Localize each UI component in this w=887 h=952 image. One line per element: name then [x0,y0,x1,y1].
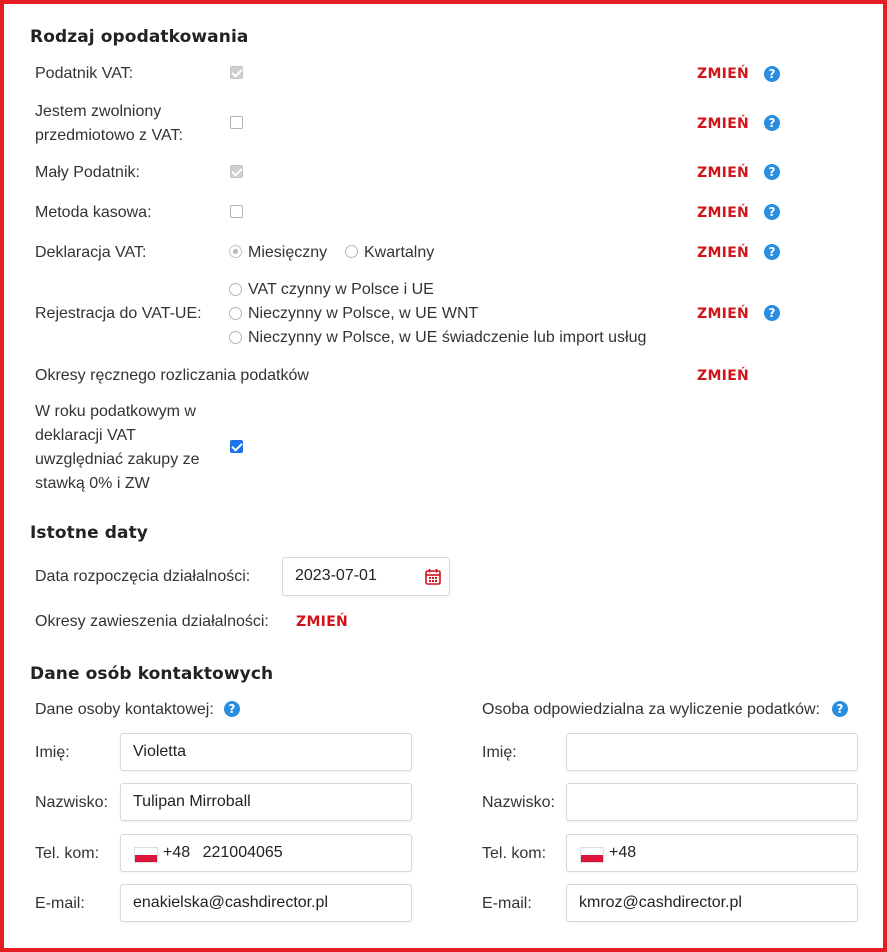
zero-rate-label-line1: W roku podatkowym w [35,403,196,420]
vat-declaration-monthly-label: Miesięczny [248,244,328,261]
contact-person-help-icon[interactable]: ? [224,701,240,717]
tax-email-label: E-mail: [482,895,532,912]
contact-last-name-input[interactable]: Tulipan Mirroball [120,783,412,821]
contact-email-label: E-mail: [35,895,85,912]
section-title-contacts: Dane osób kontaktowych [30,664,274,684]
cash-method-checkbox[interactable] [230,205,243,218]
poland-flag-icon[interactable] [580,847,604,863]
vat-eu-label: Rejestracja do VAT-UE: [35,305,202,322]
cash-method-change-link[interactable]: ZMIEŃ [697,205,750,221]
small-taxpayer-change-link[interactable]: ZMIEŃ [697,165,750,181]
section-title-dates: Istotne daty [30,523,148,543]
vat-payer-help-icon[interactable]: ? [764,66,780,82]
contact-last-name-label: Nazwisko: [35,794,108,811]
vat-payer-checkbox [230,66,243,79]
vat-declaration-quarterly-label: Kwartalny [364,244,435,261]
section-title-tax: Rodzaj opodatkowania [30,27,249,47]
start-date-value: 2023-07-01 [295,567,377,584]
contact-email-input[interactable]: enakielska@cashdirector.pl [120,884,412,922]
vat-eu-option3-label: Nieczynny w Polsce, w UE świadczenie lub import usług [248,329,647,346]
zero-rate-label-line4: stawką 0% i ZW [35,475,150,492]
small-taxpayer-checkbox [230,165,243,178]
exempt-checkbox[interactable] [230,116,243,129]
zero-rate-label-line2: deklaracji VAT [35,427,136,444]
start-date-label: Data rozpoczęcia działalności: [35,568,251,585]
calendar-icon[interactable] [425,568,441,585]
vat-eu-option2-label: Nieczynny w Polsce, w UE WNT [248,305,479,322]
tax-email-input[interactable]: kmroz@cashdirector.pl [566,884,858,922]
contact-phone-label: Tel. kom: [35,845,100,862]
poland-flag-icon[interactable] [134,847,158,863]
tax-last-name-label: Nazwisko: [482,794,555,811]
vat-declaration-quarterly-radio [345,245,358,258]
suspension-change-link[interactable]: ZMIEŃ [296,614,349,630]
zero-rate-label-line3: uwzględniać zakupy ze [35,451,200,468]
tax-phone-input[interactable] [566,834,858,872]
vat-eu-help-icon[interactable]: ? [764,305,780,321]
vat-declaration-change-link[interactable]: ZMIEŃ [697,245,750,261]
tax-person-heading: Osoba odpowiedzialna za wyliczenie podatków: [482,701,820,718]
vat-eu-option3-radio [229,331,242,344]
cash-method-help-icon[interactable]: ? [764,204,780,220]
tax-last-name-input[interactable] [566,783,858,821]
exempt-change-link[interactable]: ZMIEŃ [697,116,750,132]
vat-eu-option2-radio [229,307,242,320]
tax-person-help-icon[interactable]: ? [832,701,848,717]
small-taxpayer-help-icon[interactable]: ? [764,164,780,180]
cash-method-label: Metoda kasowa: [35,204,152,221]
zero-rate-checkbox[interactable] [230,440,243,453]
vat-eu-option1-label: VAT czynny w Polsce i UE [248,281,434,298]
tax-phone-prefix: +48 [609,844,637,861]
manual-periods-label: Okresy ręcznego rozliczania podatków [35,367,309,384]
contact-person-heading: Dane osoby kontaktowej: [35,701,214,718]
start-date-input[interactable] [282,557,450,596]
tax-phone-label: Tel. kom: [482,845,547,862]
contact-first-name-label: Imię: [35,744,70,761]
vat-eu-change-link[interactable]: ZMIEŃ [697,306,750,322]
contact-phone-input[interactable] [120,834,412,872]
manual-periods-change-link[interactable]: ZMIEŃ [697,368,750,384]
small-taxpayer-label: Mały Podatnik: [35,164,140,181]
vat-eu-option1-radio [229,283,242,296]
contact-phone-number: 221004065 [202,844,283,861]
exempt-label-line2: przedmiotowo z VAT: [35,127,183,144]
exempt-help-icon[interactable]: ? [764,115,780,131]
tax-first-name-input[interactable] [566,733,858,771]
suspension-label: Okresy zawieszenia działalności: [35,613,269,630]
vat-payer-change-link[interactable]: ZMIEŃ [697,66,750,82]
contact-first-name-input[interactable]: Violetta [120,733,412,771]
vat-declaration-help-icon[interactable]: ? [764,244,780,260]
vat-declaration-label: Deklaracja VAT: [35,244,147,261]
contact-phone-prefix: +48 [163,844,191,861]
exempt-label-line1: Jestem zwolniony [35,103,162,120]
vat-declaration-monthly-radio [229,245,242,258]
tax-first-name-label: Imię: [482,744,517,761]
vat-payer-label: Podatnik VAT: [35,65,134,82]
